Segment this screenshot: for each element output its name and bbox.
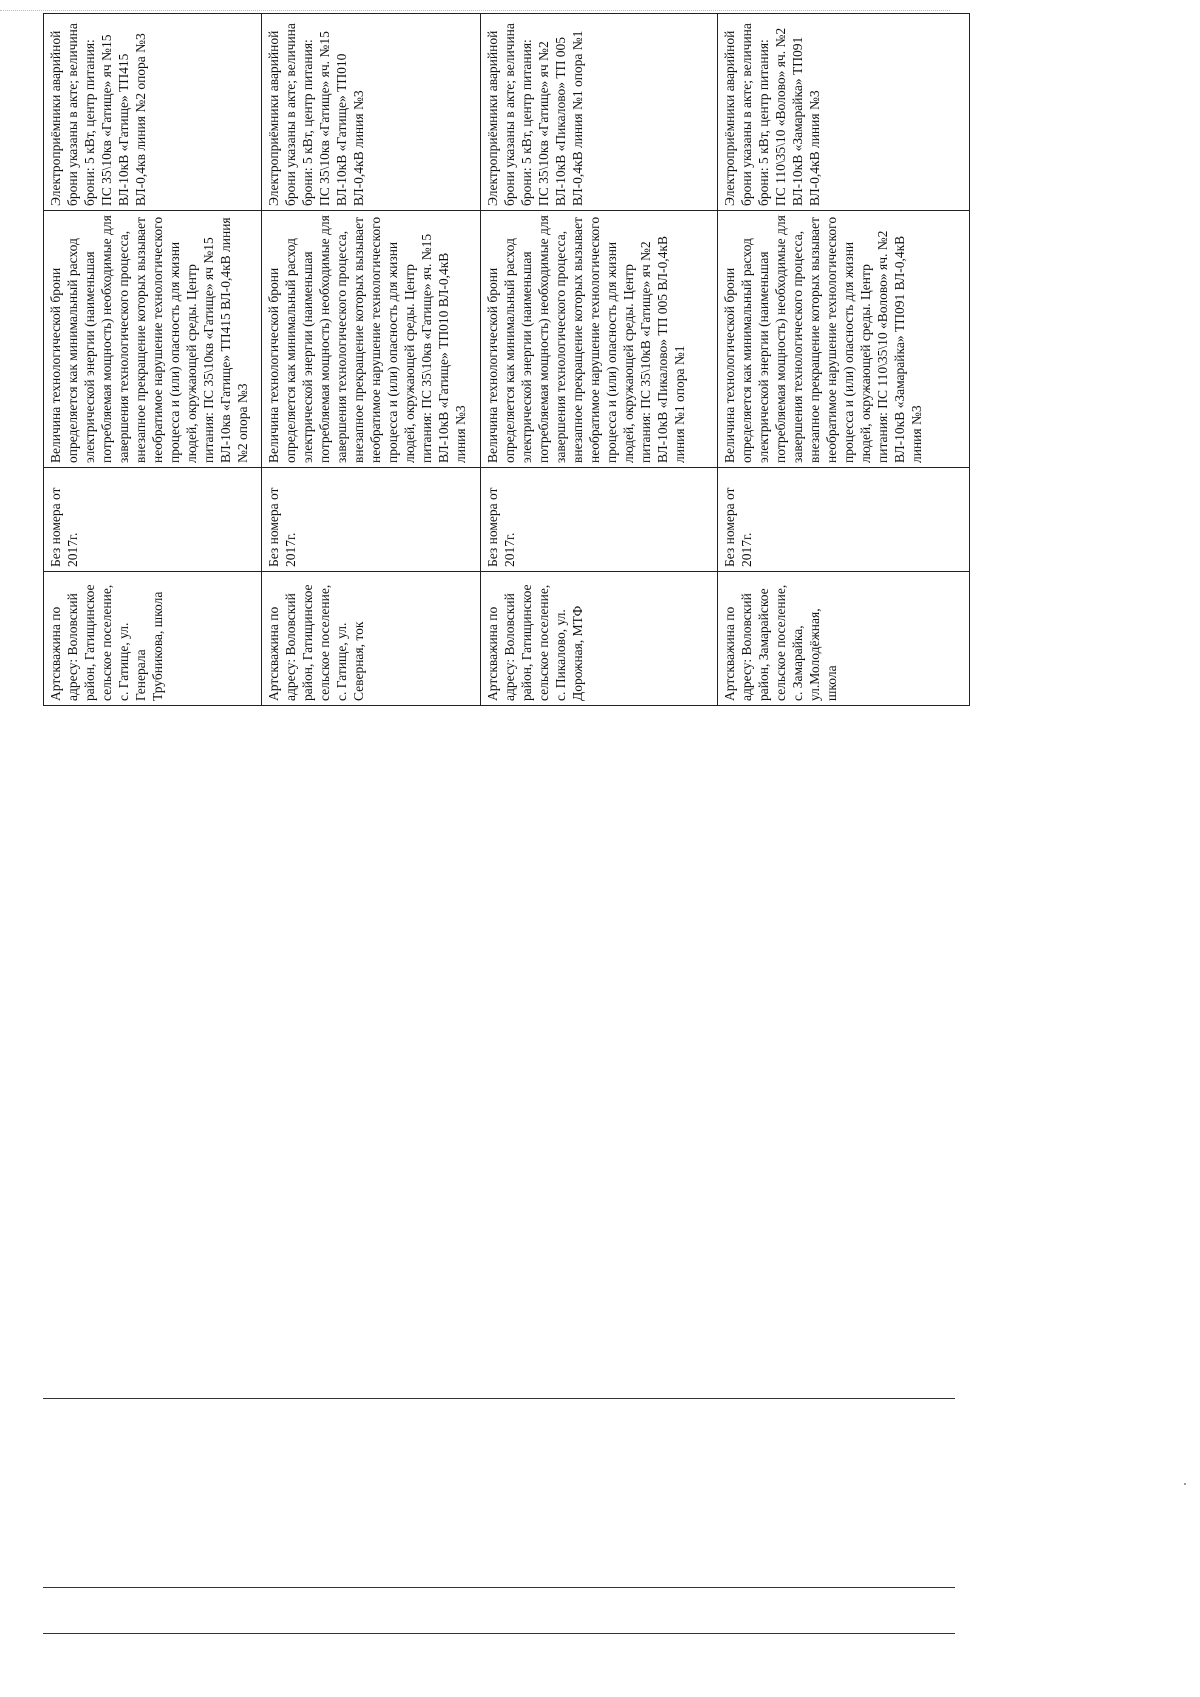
document-cell: Без номера от 2017г. [44, 468, 262, 572]
signature-line [43, 1587, 955, 1588]
document-cell: Без номера от 2017г. [262, 468, 481, 572]
table-row [718, 14, 970, 706]
emergency-reserve-cell: Электроприёмники аварийной брони указаны в акте; величина брони: 5 кВт, центр питания: ПС 110\35\10 «Волово» яч. №2 ВЛ-10кВ «Замарайка» ТП091 ВЛ-0,4кВ линия №3 [718, 14, 970, 211]
emergency-reserve-cell: Электроприёмники аварийной брони указаны в акте; величина брони: 5 кВт, центр питания: ПС 35\10кв «Гатище» яч. №15 ВЛ-10кВ «Гатище» ТП010 ВЛ-0,4кВ линия №3 [262, 14, 481, 211]
scan-speck [1184, 1483, 1186, 1485]
emergency-reserve-cell: Электроприёмники аварийной брони указаны в акте; величина брони: 5 кВт, центр питания: ПС 35\10кв «Гатище» яч №2 ВЛ-10кВ «Пикалово» ТП 005 ВЛ-0,4кВ линия №1 опора №1 [481, 14, 718, 211]
address-cell: Артскважина по адресу: Воловский район, Гатищинское сельское поселение, с. Гатище, ул. Северная, ток [262, 572, 481, 706]
emergency-reserve-cell: Электроприёмники аварийной брони указаны в акте; величина брони: 5 кВт, центр питания: ПС 35\10кв «Гатище» яч №15 ВЛ-10кВ «Гатище» ТП415 ВЛ-0,4кв линия №2 опора №3 [44, 14, 262, 211]
table-row [262, 14, 481, 706]
tech-reserve-cell: Величина технологической брони определяется как минимальный расход электрической энергии (наименьшая потребляемая мощность) необходимые для завершения технологического процесса, внезапное прекращение которых вызывает необратимое нарушение технологического процесса и (или) опасность для жизни людей, окружающей среды. Центр питания: ПС 110\35\10 «Волово» яч. №2 ВЛ-10кВ «Замарайка» ТП091 ВЛ-0,4кВ линия №3 [718, 211, 970, 468]
document-cell: Без номера от 2017г. [481, 468, 718, 572]
address-cell: Артскважина по адресу: Воловский район, Замарайское сельское поселение, с. Замарайка, ул.Молодёжная, школа [718, 572, 970, 706]
table-row [44, 14, 262, 706]
signature-line [43, 1633, 955, 1634]
page-top-edge [0, 10, 950, 11]
reserve-table [43, 13, 970, 706]
document-cell: Без номера от 2017г. [718, 468, 970, 572]
tech-reserve-cell: Величина технологической брони определяется как минимальный расход электрической энергии (наименьшая потребляемая мощность) необходимые для завершения технологического процесса, внезапное прекращение которых вызывает необратимое нарушение технологического процесса и (или) опасность для жизни людей, окружающей среды. Центр питания: ПС 35\10кВ «Гатище» яч №2 ВЛ-10кВ «Пикалово» ТП 005 ВЛ-0,4кВ линия №1 опора №1 [481, 211, 718, 468]
tech-reserve-cell: Величина технологической брони определяется как минимальный расход электрической энергии (наименьшая потребляемая мощность) необходимые для завершения технологического процесса, внезапное прекращение которых вызывает необратимое нарушение технологического процесса и (или) опасность для жизни людей, окружающей среды. Центр питания: ПС 35\10кв «Гатище» яч. №15 ВЛ-10кВ «Гатище» ТП010 ВЛ-0,4кВ линия №3 [262, 211, 481, 468]
signature-line [43, 1398, 955, 1399]
tech-reserve-cell: Величина технологической брони определяется как минимальный расход электрической энергии (наименьшая потребляемая мощность) необходимые для завершения технологического процесса, внезапное прекращение которых вызывает необратимое нарушение технологического процесса и (или) опасность для жизни людей, окружающей среды. Центр питания: ПС 35\10кв «Гатище» яч №15 ВЛ-10кв «Гатище» ТП415 ВЛ-0,4кВ линия №2 опора №3 [44, 211, 262, 468]
address-cell: Артскважина по адресу: Воловский район, Гатищинское сельское поселение, с. Пикалово, ул. Дорожная, МТФ [481, 572, 718, 706]
address-cell: Артскважина по адресу: Воловский район, Гатищинское сельское поселение, с. Гатище, ул. Генерала Трубникова, школа [44, 572, 262, 706]
table-row [481, 14, 718, 706]
